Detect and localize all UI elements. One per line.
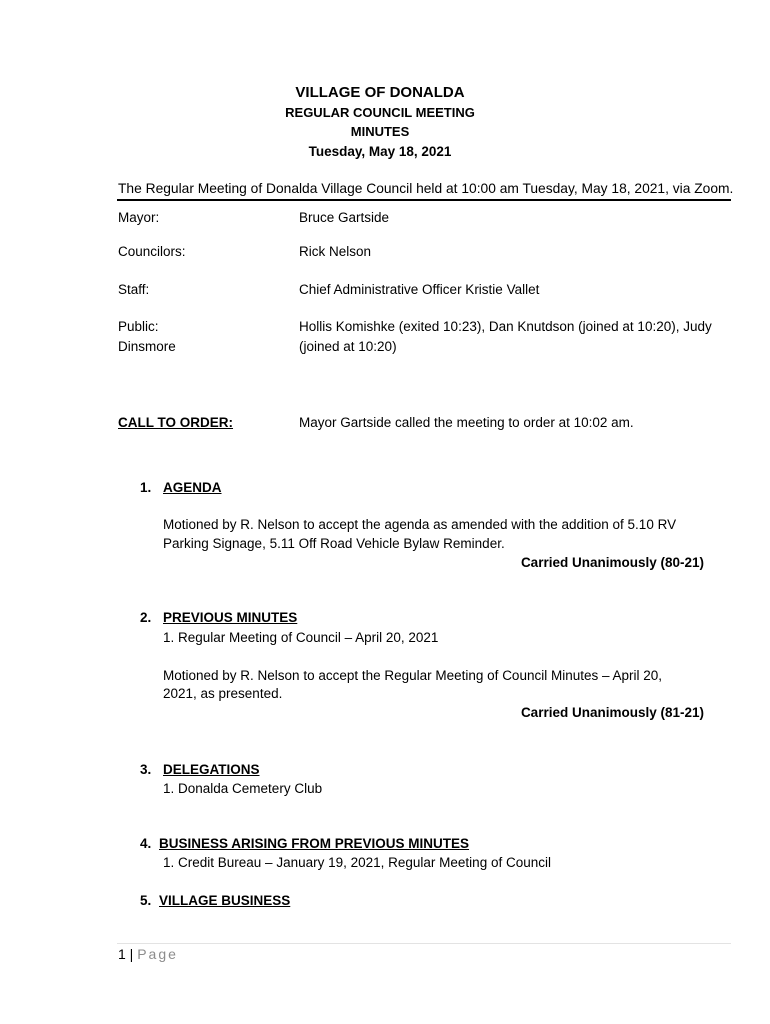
agenda-result: Carried Unanimously (80-21)	[520, 555, 704, 570]
agenda-motion-line2: Parking Signage, 5.11 Off Road Vehicle Bylaw Reminder.	[163, 536, 505, 551]
mayor-label: Mayor:	[118, 210, 160, 225]
document-title: VILLAGE OF DONALDA	[295, 84, 465, 101]
meeting-date: Tuesday, May 18, 2021	[308, 144, 452, 159]
agenda-number: 1.	[140, 480, 152, 495]
intro-paragraph: The Regular Meeting of Donalda Village Council held at 10:00 am Tuesday, May 18, 2021, via Zoom.	[118, 181, 734, 196]
document-type: MINUTES	[350, 124, 410, 139]
page-footer	[118, 946, 178, 962]
public-value: Hollis Komishke (exited 10:23), Dan Knutdson (joined at 10:20), Judy	[299, 319, 712, 334]
councilors-label: Councilors:	[118, 244, 186, 259]
public-label-continued: Dinsmore	[118, 339, 176, 354]
agenda-heading: AGENDA	[163, 480, 222, 495]
previous-minutes-heading: PREVIOUS MINUTES	[163, 610, 298, 625]
staff-value: Chief Administrative Officer Kristie Vallet	[299, 282, 540, 297]
header-divider	[117, 199, 731, 201]
previous-minutes-motion-line2: 2021, as presented.	[163, 686, 283, 701]
village-business-heading: VILLAGE BUSINESS	[159, 893, 291, 908]
agenda-motion-line1: Motioned by R. Nelson to accept the agenda as amended with the addition of 5.10 RV	[163, 517, 677, 532]
previous-minutes-item: 1. Regular Meeting of Council – April 20, 2021	[163, 630, 439, 645]
meeting-type: REGULAR COUNCIL MEETING	[285, 105, 475, 120]
page-separator: |	[125, 946, 138, 962]
mayor-value: Bruce Gartside	[299, 210, 390, 225]
page-word: Page	[137, 946, 178, 962]
call-to-order-text: Mayor Gartside called the meeting to order at 10:02 am.	[299, 415, 634, 430]
previous-minutes-number: 2.	[140, 610, 152, 625]
previous-minutes-motion-line1: Motioned by R. Nelson to accept the Regular Meeting of Council Minutes – April 20,	[163, 668, 663, 683]
public-value-continued: (joined at 10:20)	[299, 339, 397, 354]
village-business-number: 5.	[140, 893, 152, 908]
business-arising-heading: BUSINESS ARISING FROM PREVIOUS MINUTES	[159, 836, 470, 851]
delegations-item: 1. Donalda Cemetery Club	[163, 781, 323, 796]
business-arising-number: 4.	[140, 836, 152, 851]
staff-label: Staff:	[118, 282, 150, 297]
footer-divider	[117, 943, 731, 944]
business-arising-item: 1. Credit Bureau – January 19, 2021, Regular Meeting of Council	[163, 855, 551, 870]
delegations-number: 3.	[140, 762, 152, 777]
page-number: 1	[118, 946, 126, 962]
public-label: Public:	[118, 319, 159, 334]
previous-minutes-result: Carried Unanimously (81-21)	[520, 705, 704, 720]
delegations-heading: DELEGATIONS	[163, 762, 260, 777]
call-to-order-heading: CALL TO ORDER:	[118, 415, 234, 430]
councilors-value: Rick Nelson	[299, 244, 372, 259]
